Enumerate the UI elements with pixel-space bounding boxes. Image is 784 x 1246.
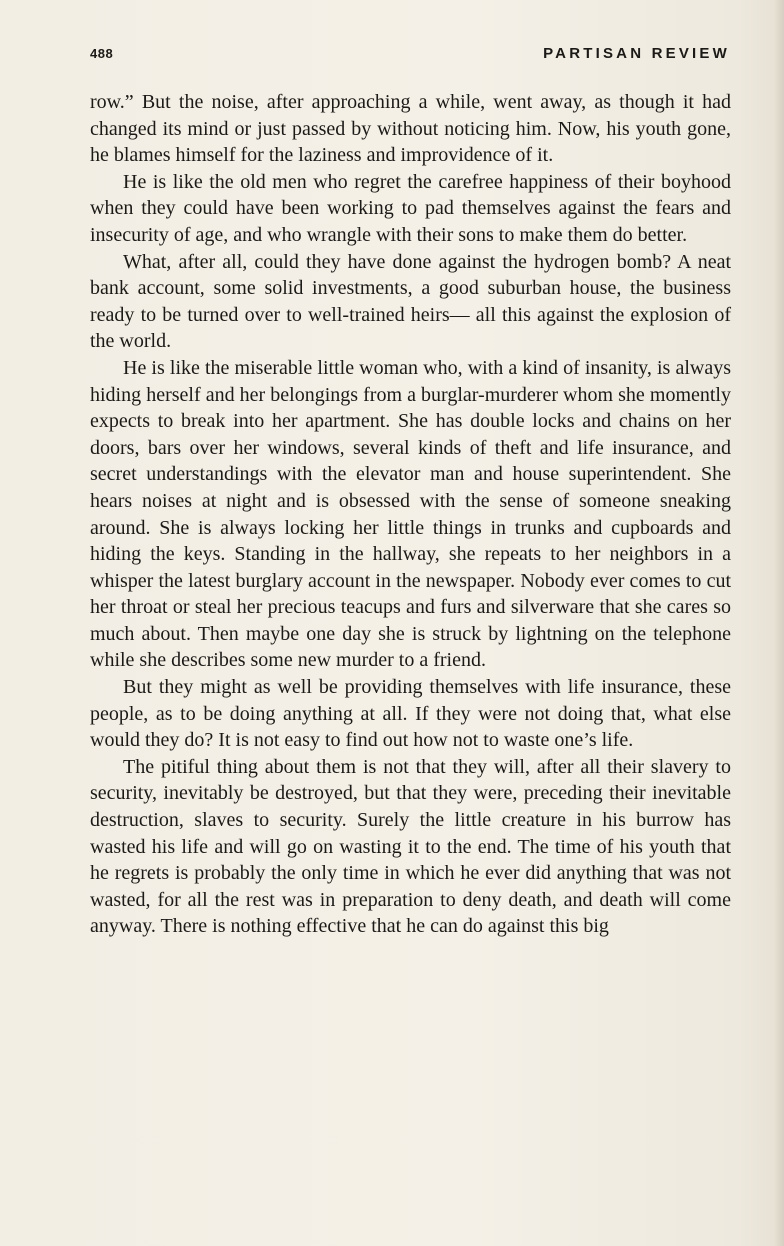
paragraph: The pitiful thing about them is not that they will, after all their slavery to security, inevitably be destroyed, but that they were, preceding their inevitable destruction, slaves to security. Surely the little creature in his burrow has wasted his life and will go on wasting it to the end. The time of his youth that he regrets is probably the only time in which he ever did anything that was not wasted, for all the rest was in preparation to deny death, and death will come anyway. There is nothing effective that he can do against this big <box>90 755 731 938</box>
page-number: 488 <box>90 46 114 61</box>
paragraph: But they might as well be providing themselves with life insurance, these people, as to be doing anything at all. If they were not doing that, what else would they do? It is not easy to find out how not to waste one’s life. <box>90 676 731 752</box>
paragraph: He is like the old men who regret the carefree happiness of their boyhood when they could have been working to pad themselves against the fears and insecurity of age, and who wrangle with their sons to make them do better. <box>90 170 731 246</box>
page-header <box>90 42 730 66</box>
body-text <box>90 89 731 940</box>
running-head: PARTISAN REVIEW <box>543 45 730 62</box>
paragraph: What, after all, could they have done against the hydrogen bomb? A neat bank account, some solid investments, a good suburban house, the business ready to be turned over to well-trained heirs— all this against the explosion of the world. <box>90 250 731 353</box>
page-edge-shadow <box>774 0 784 1246</box>
paragraph: He is like the miserable little woman who, with a kind of insanity, is always hiding herself and her belongings from a burglar-murderer whom she momently expects to break into her apartment. She has double locks and chains on her doors, bars over her windows, several kinds of theft and life insurance, and secret understandings with the elevator man and house superintendent. She hears noises at night and is obsessed with the sense of someone sneaking around. She is always locking her little things in trunks and cupboards and hiding the keys. Standing in the hallway, she repeats to her neighbors in a whisper the latest burglary account in the newspaper. Nobody ever comes to cut her throat or steal her precious teacups and furs and silverware that she cares so much about. Then maybe one day she is struck by lightning on the telephone while she describes some new murder to a friend. <box>90 356 731 672</box>
paragraph-continued: row.” But the noise, after approaching a while, went away, as though it had changed its mind or just passed by without noticing him. Now, his youth gone, he blames himself for the laziness and improvidence of it. <box>90 91 731 167</box>
